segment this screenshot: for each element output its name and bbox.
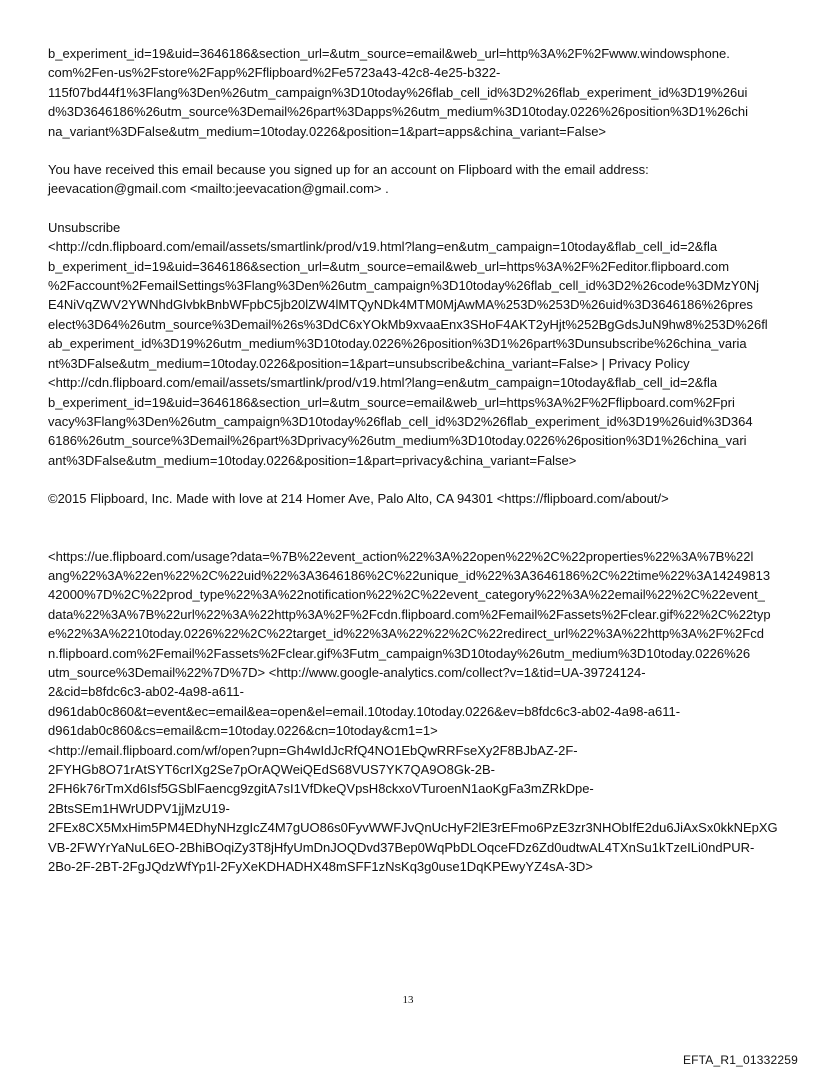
text-line: 2FH6k76rTmXd6Isf5GSblFaencg9zgitA7sI1VfDkeQVpsH8ckxoVTuroenN1aoKgFa3mZRkDpe- bbox=[48, 781, 594, 797]
text-line: data%22%3A%7B%22url%22%3A%22http%3A%2F%2Fcdn.flipboard.com%2Femail%2Fassets%2Fclear.gif%22%2C%22typ bbox=[48, 606, 771, 622]
text-line: 2BtsSEm1HWrUDPV1jjMzU19- bbox=[48, 800, 230, 816]
signup-notice bbox=[48, 160, 778, 199]
text-line: jeevacation@gmail.com <mailto:jeevacation@gmail.com> . bbox=[48, 181, 389, 197]
tracking-links bbox=[48, 547, 778, 877]
text-line: %2Faccount%2FemailSettings%3Flang%3Den%26utm_campaign%3D10today%26flab_cell_id%3D2%26code%3DMzY0Nj bbox=[48, 278, 760, 294]
text-line: <http://cdn.flipboard.com/email/assets/smartlink/prod/v19.html?lang=en&utm_campaign=10today&flab_cell_id=2&fla bbox=[48, 239, 718, 255]
text-line: d961dab0c860&cs=email&cm=10today.0226&cn=10today&cm1=1> bbox=[48, 723, 438, 739]
text-line: 2Bo-2F-2BT-2FgJQdzWfYp1l-2FyXeKDHADHX48mSFF1zNsKq3g0use1DqKPEwyYZ4sA-3D> bbox=[48, 859, 593, 875]
text-line: E4NiVqZWV2YWNhdGlvbkBnbWFpbC5jb20lZW4lMTQyNDk4MTM0MjAwMA%253D%253D%26uid%3D3646186%26pres bbox=[48, 297, 753, 313]
text-line: ang%22%3A%22en%22%2C%22uid%22%3A3646186%2C%22unique_id%22%3A3646186%2C%22time%22%3A14249813 bbox=[48, 567, 771, 583]
text-line: <http://email.flipboard.com/wf/open?upn=Gh4wIdJcRfQ4NO1EbQwRRFseXy2F8BJbAZ-2F- bbox=[48, 742, 578, 758]
text-line: 6186%26utm_source%3Demail%26part%3Dprivacy%26utm_medium%3D10today.0226%26position%3D1%26china_vari bbox=[48, 433, 747, 449]
text-line: 2FEx8CX5MxHim5PM4EDhyNHzgIcZ4M7gUO86s0FyvWWFJvQnUcHyF2lE3rEFmo6PzE3zr3NHObIfE2du6JiAxSx0kkNEpXG bbox=[48, 820, 778, 836]
text-line: na_variant%3DFalse&utm_medium=10today.0226&position=1&part=apps&china_variant=False> bbox=[48, 123, 607, 139]
text-line: You have received this email because you signed up for an account on Flipboard with the email address: bbox=[48, 162, 649, 178]
text-line: elect%3D64%26utm_source%3Demail%26s%3DdC6xYOkMb9xvaaEnx3SHoF4AKT2yHjt%252BgGdsJuN9hw8%253D%26fl bbox=[48, 316, 768, 332]
text-line: d%3D3646186%26utm_source%3Demail%26part%3Dapps%26utm_medium%3D10today.0226%26position%3D1%26chi bbox=[48, 104, 749, 120]
text-line: ant%3DFalse&utm_medium=10today.0226&position=1&part=privacy&china_variant=False> bbox=[48, 452, 577, 468]
text-line: n.flipboard.com%2Femail%2Fassets%2Fclear.gif%3Futm_campaign%3D10today%26utm_medium%3D10today.0226%26 bbox=[48, 645, 751, 661]
text-line: <https://ue.flipboard.com/usage?data=%7B%22event_action%22%3A%22open%22%2C%22properties%22%3A%7B%22l bbox=[48, 548, 754, 564]
text-line: utm_source%3Demail%22%7D%7D> <http://www.google-analytics.com/collect?v=1&tid=UA-39724124- bbox=[48, 664, 646, 680]
text-line: d961dab0c860&t=event&ec=email&ea=open&el=email.10today.10today.0226&ev=b8fdc6c3-ab02-4a98-a611- bbox=[48, 703, 681, 719]
text-line: 115f07bd44f1%3Flang%3Den%26utm_campaign%3D10today%26flab_cell_id%3D2%26flab_experiment_id%3D19%26ui bbox=[48, 84, 748, 100]
text-line: b_experiment_id=19&uid=3646186&section_url=&utm_source=email&web_url=https%3A%2F%2Fflipboard.com%2Fpri bbox=[48, 394, 735, 410]
page-number: 13 bbox=[402, 994, 414, 1006]
text-line: b_experiment_id=19&uid=3646186&section_url=&utm_source=email&web_url=https%3A%2F%2Feditor.flipboard.com bbox=[48, 258, 730, 274]
document-id: EFTA_R1_01332259 bbox=[682, 1053, 798, 1067]
unsubscribe-label: Unsubscribe bbox=[48, 219, 121, 235]
email-text-page bbox=[48, 44, 778, 895]
text-line: vacy%3Flang%3Den%26utm_campaign%3D10today%26flab_cell_id%3D2%26flab_experiment_id%3D19%26uid%3D364 bbox=[48, 413, 753, 429]
text-line: 2&cid=b8fdc6c3-ab02-4a98-a611- bbox=[48, 684, 244, 700]
text-line: 42000%7D%2C%22prod_type%22%3A%22notification%22%2C%22event_category%22%3A%22email%22%2C%22event_ bbox=[48, 587, 765, 603]
text-line: ab_experiment_id%3D19%26utm_medium%3D10today.0226%26position%3D1%26part%3Dunsubscribe%26china_varia bbox=[48, 336, 747, 352]
windows-store-link-tail bbox=[48, 44, 778, 141]
text-line: VB-2FWYrYaNuL6EO-2BhiBOqiZy3T8jHfyUmDnJOQDvd37Bep0WqPbDLOqceFDz6Zd0udtwAL4TXnSu1kTzeILi0ndPUR- bbox=[48, 839, 755, 855]
text-line: nt%3DFalse&utm_medium=10today.0226&position=1&part=unsubscribe&china_variant=False> | Privacy Policy bbox=[48, 355, 690, 371]
text-line: ©2015 Flipboard, Inc. Made with love at 214 Homer Ave, Palo Alto, CA 94301 <https://flipboard.com/about/> bbox=[48, 491, 669, 507]
text-line: <http://cdn.flipboard.com/email/assets/smartlink/prod/v19.html?lang=en&utm_campaign=10today&flab_cell_id=2&fla bbox=[48, 375, 718, 391]
text-line: 2FYHGb8O71rAtSYT6crIXg2Se7pOrAQWeiQEdS68VUS7YK7QA9O8Gk-2B- bbox=[48, 762, 496, 777]
unsubscribe-privacy-links bbox=[48, 218, 778, 470]
text-line: e%22%3A%2210today.0226%22%2C%22target_id%22%3A%22%22%2C%22redirect_url%22%3A%22http%3A%2F%2Fcd bbox=[48, 626, 764, 642]
text-line: b_experiment_id=19&uid=3646186&section_url=&utm_source=email&web_url=http%3A%2F%2Fwww.windowsphone. bbox=[48, 46, 730, 61]
copyright-line bbox=[48, 489, 778, 508]
text-line: com%2Fen-us%2Fstore%2Fapp%2Fflipboard%2Fe5723a43-42c8-4e25-b322- bbox=[48, 65, 501, 81]
